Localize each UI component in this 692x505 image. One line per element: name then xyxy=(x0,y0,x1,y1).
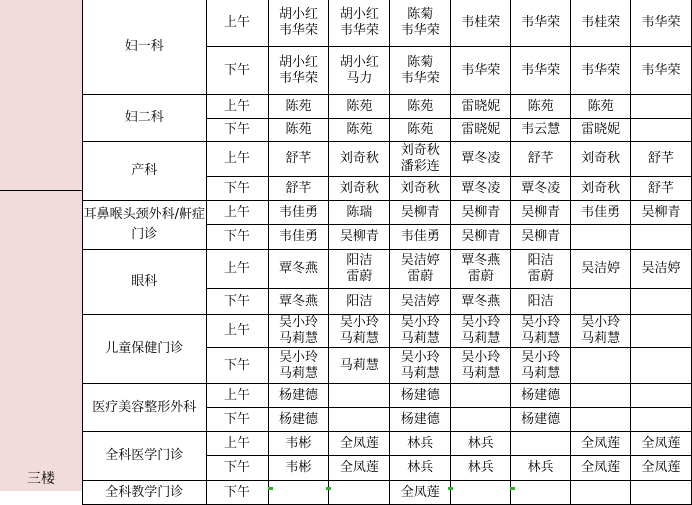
doctor-cell xyxy=(511,177,571,201)
doctor-name: 雷晓妮 xyxy=(581,122,621,137)
doctor-cell xyxy=(329,289,390,315)
doctor-cell xyxy=(329,432,390,456)
cell-fragment-mark xyxy=(268,487,273,490)
doctor-cell xyxy=(631,250,692,289)
doctor-name: 杨建德 xyxy=(521,411,561,427)
doctor-cell xyxy=(451,384,511,408)
doctor-name: 雷晓妮 xyxy=(461,122,501,137)
doctor-cell xyxy=(329,177,390,201)
doctor-name: 韦彬 xyxy=(285,435,312,451)
doctor-cell xyxy=(571,481,631,505)
doctor-name: 马力 xyxy=(346,70,373,86)
doctor-cell xyxy=(451,481,511,505)
doctor-cell xyxy=(268,384,329,408)
doctor-name: 覃冬燕 xyxy=(278,293,318,309)
doctor-name: 吴柳青 xyxy=(400,204,440,220)
doctor-cell xyxy=(571,348,631,384)
table-row xyxy=(83,315,692,348)
doctor-cell xyxy=(329,315,390,348)
period-cell: 下午 xyxy=(206,289,268,315)
doctor-cell xyxy=(390,456,451,481)
doctor-name: 马莉慧 xyxy=(339,331,379,346)
doctor-cell xyxy=(631,142,692,177)
doctor-cell xyxy=(511,142,571,177)
doctor-name: 舒芊 xyxy=(648,151,675,166)
period-cell: 下午 xyxy=(206,177,268,201)
doctor-cell xyxy=(571,408,631,432)
doctor-cell xyxy=(511,408,571,432)
doctor-cell xyxy=(329,95,390,119)
doctor-name: 马莉慧 xyxy=(400,331,440,346)
doctor-name: 林兵 xyxy=(407,460,434,475)
doctor-name: 覃冬凌 xyxy=(461,151,501,166)
doctor-cell xyxy=(390,289,451,315)
doctor-name: 韦华荣 xyxy=(461,62,501,78)
doctor-cell xyxy=(390,119,451,142)
doctor-cell xyxy=(329,119,390,142)
doctor-name: 覃冬燕 xyxy=(461,253,501,268)
doctor-cell xyxy=(390,95,451,119)
department-cell: 眼科 xyxy=(83,250,207,315)
doctor-name: 舒芊 xyxy=(285,180,312,196)
doctor-name: 韦华荣 xyxy=(521,62,561,78)
doctor-cell xyxy=(451,47,511,95)
doctor-name: 阳洁 xyxy=(527,293,554,309)
doctor-name: 陈菊 xyxy=(407,7,434,22)
doctor-name: 吴小玲 xyxy=(581,315,621,330)
doctor-name: 刘奇秋 xyxy=(400,143,440,158)
table-row xyxy=(83,0,692,47)
doctor-name: 马莉慧 xyxy=(521,331,561,346)
doctor-name: 韦华荣 xyxy=(521,15,561,30)
doctor-name: 阳洁 xyxy=(346,253,373,268)
doctor-cell xyxy=(571,119,631,142)
department-cell: 儿童保健门诊 xyxy=(83,315,207,384)
doctor-name: 舒芊 xyxy=(285,151,312,166)
doctor-cell xyxy=(451,408,511,432)
doctor-name: 韦华荣 xyxy=(641,15,681,30)
table-row xyxy=(83,432,692,456)
doctor-name: 马莉慧 xyxy=(278,365,318,381)
doctor-cell xyxy=(631,0,692,47)
doctor-cell xyxy=(390,432,451,456)
doctor-cell xyxy=(631,289,692,315)
doctor-cell xyxy=(571,201,631,225)
doctor-cell xyxy=(511,201,571,225)
doctor-name: 吴小玲 xyxy=(400,349,440,365)
doctor-name: 吴柳青 xyxy=(521,204,561,220)
doctor-name: 陈苑 xyxy=(285,122,312,137)
doctor-name: 雷蔚 xyxy=(346,269,373,284)
doctor-name: 马莉慧 xyxy=(461,365,501,381)
doctor-cell xyxy=(631,119,692,142)
doctor-cell xyxy=(631,408,692,432)
doctor-name: 胡小红 xyxy=(339,54,379,70)
doctor-cell xyxy=(268,348,329,384)
doctor-cell xyxy=(631,225,692,250)
doctor-name: 韦彬 xyxy=(285,460,312,475)
doctor-name: 雷蔚 xyxy=(527,269,554,284)
doctor-name: 刘奇秋 xyxy=(339,151,379,166)
doctor-name: 韦华荣 xyxy=(400,23,440,38)
doctor-cell xyxy=(511,289,571,315)
doctor-name: 吴洁婷 xyxy=(641,261,681,276)
doctor-name: 杨建德 xyxy=(400,411,440,427)
doctor-name: 马莉慧 xyxy=(278,331,318,346)
doctor-name: 韦云慧 xyxy=(521,122,561,137)
doctor-name: 陈苑 xyxy=(346,98,373,114)
doctor-cell xyxy=(451,225,511,250)
doctor-name: 马莉慧 xyxy=(400,365,440,381)
doctor-cell xyxy=(571,289,631,315)
doctor-name: 林兵 xyxy=(407,435,434,451)
period-cell: 上午 xyxy=(206,142,268,177)
doctor-name: 林兵 xyxy=(467,460,494,475)
doctor-cell xyxy=(329,456,390,481)
doctor-name: 吴小玲 xyxy=(278,349,318,365)
doctor-name: 胡小红 xyxy=(339,7,379,22)
doctor-cell xyxy=(511,432,571,456)
department-cell: 医疗美容整形外科 xyxy=(83,384,207,432)
doctor-name: 韦华荣 xyxy=(581,62,621,78)
doctor-name: 韦华荣 xyxy=(339,23,379,38)
doctor-cell xyxy=(631,315,692,348)
doctor-cell xyxy=(511,119,571,142)
period-cell: 上午 xyxy=(206,95,268,119)
doctor-cell xyxy=(268,250,329,289)
doctor-cell xyxy=(511,456,571,481)
doctor-name: 吴柳青 xyxy=(521,229,561,244)
period-cell: 上午 xyxy=(206,432,268,456)
doctor-cell xyxy=(268,119,329,142)
doctor-cell xyxy=(571,47,631,95)
doctor-name: 吴洁婷 xyxy=(581,261,621,276)
doctor-name: 吴小玲 xyxy=(339,315,379,330)
doctor-cell xyxy=(451,456,511,481)
table-row xyxy=(83,250,692,289)
doctor-name: 吴柳青 xyxy=(641,204,681,220)
doctor-name: 杨建德 xyxy=(400,387,440,403)
period-cell: 下午 xyxy=(206,481,268,505)
doctor-cell xyxy=(511,481,571,505)
period-cell: 上午 xyxy=(206,0,268,47)
doctor-cell xyxy=(451,95,511,119)
doctor-name: 韦桂荣 xyxy=(461,15,501,30)
doctor-cell xyxy=(451,348,511,384)
period-cell: 下午 xyxy=(206,456,268,481)
doctor-cell xyxy=(631,384,692,408)
doctor-name: 吴小玲 xyxy=(521,349,561,365)
doctor-name: 刘奇秋 xyxy=(581,180,621,196)
doctor-name: 杨建德 xyxy=(521,387,561,403)
doctor-name: 雷晓妮 xyxy=(461,98,501,114)
doctor-cell xyxy=(631,177,692,201)
doctor-name: 刘奇秋 xyxy=(581,151,621,166)
period-cell: 上午 xyxy=(206,250,268,289)
doctor-cell xyxy=(631,348,692,384)
doctor-cell xyxy=(451,177,511,201)
doctor-cell xyxy=(268,315,329,348)
department-cell: 产科 xyxy=(83,142,207,201)
doctor-cell xyxy=(268,289,329,315)
doctor-cell xyxy=(451,250,511,289)
doctor-name: 全凤莲 xyxy=(641,435,681,451)
doctor-name: 吴柳青 xyxy=(461,204,501,220)
department-cell: 全科医学门诊 xyxy=(83,432,207,481)
doctor-cell xyxy=(571,315,631,348)
doctor-cell xyxy=(329,481,390,505)
doctor-cell xyxy=(631,456,692,481)
doctor-cell xyxy=(451,142,511,177)
doctor-cell xyxy=(329,201,390,225)
doctor-name: 韦佳勇 xyxy=(400,229,440,244)
doctor-cell xyxy=(390,0,451,47)
doctor-cell xyxy=(390,384,451,408)
period-cell: 下午 xyxy=(206,47,268,95)
doctor-cell xyxy=(268,432,329,456)
doctor-name: 吴柳青 xyxy=(461,229,501,244)
doctor-name: 马莉慧 xyxy=(339,357,379,373)
doctor-cell xyxy=(268,95,329,119)
doctor-cell xyxy=(511,250,571,289)
period-cell: 下午 xyxy=(206,408,268,432)
doctor-cell xyxy=(268,456,329,481)
doctor-cell xyxy=(451,315,511,348)
doctor-cell xyxy=(268,177,329,201)
doctor-cell xyxy=(631,47,692,95)
doctor-name: 舒芊 xyxy=(648,180,675,196)
doctor-cell xyxy=(571,0,631,47)
doctor-name: 潘彩连 xyxy=(400,159,440,174)
doctor-cell xyxy=(571,456,631,481)
doctor-cell xyxy=(390,481,451,505)
doctor-cell xyxy=(511,0,571,47)
doctor-cell xyxy=(329,250,390,289)
doctor-name: 杨建德 xyxy=(278,387,318,403)
doctor-cell xyxy=(329,348,390,384)
doctor-cell xyxy=(511,225,571,250)
doctor-name: 马莉慧 xyxy=(461,331,501,346)
doctor-cell xyxy=(268,0,329,47)
doctor-name: 韦佳勇 xyxy=(581,204,621,220)
doctor-name: 吴洁婷 xyxy=(400,293,440,309)
doctor-cell xyxy=(451,201,511,225)
table-row xyxy=(83,384,692,408)
doctor-cell xyxy=(268,408,329,432)
doctor-name: 刘奇秋 xyxy=(339,180,379,196)
department-cell: 耳鼻喉头颈外科/鼾症门诊 xyxy=(83,201,207,250)
doctor-cell xyxy=(329,384,390,408)
table-row xyxy=(83,201,692,225)
doctor-name: 韦华荣 xyxy=(278,23,318,38)
doctor-cell xyxy=(268,481,329,505)
doctor-name: 马莉慧 xyxy=(521,365,561,381)
doctor-cell xyxy=(571,432,631,456)
doctor-name: 全凤莲 xyxy=(581,435,621,451)
doctor-name: 韦华荣 xyxy=(641,62,681,78)
doctor-name: 陈菊 xyxy=(407,54,434,70)
doctor-cell xyxy=(451,289,511,315)
doctor-cell xyxy=(390,408,451,432)
doctor-cell xyxy=(511,47,571,95)
doctor-cell xyxy=(451,119,511,142)
doctor-name: 韦桂荣 xyxy=(581,15,621,30)
doctor-name: 吴小玲 xyxy=(521,315,561,330)
doctor-cell xyxy=(511,384,571,408)
cell-fragment-mark xyxy=(326,487,331,490)
doctor-name: 全凤莲 xyxy=(400,484,440,500)
department-cell: 全科教学门诊 xyxy=(83,481,207,505)
cell-fragment-mark xyxy=(448,487,453,490)
doctor-name: 覃冬凌 xyxy=(521,180,561,196)
doctor-name: 马莉慧 xyxy=(581,331,621,346)
doctor-cell xyxy=(329,0,390,47)
period-cell: 上午 xyxy=(206,201,268,225)
doctor-name: 刘奇秋 xyxy=(400,180,440,196)
doctor-name: 雷蔚 xyxy=(407,269,434,284)
doctor-cell xyxy=(511,95,571,119)
doctor-name: 全凤莲 xyxy=(339,460,379,475)
doctor-cell xyxy=(451,0,511,47)
doctor-cell xyxy=(511,315,571,348)
doctor-name: 陈瑞 xyxy=(346,204,373,220)
doctor-cell xyxy=(390,315,451,348)
doctor-cell xyxy=(268,47,329,95)
doctor-cell xyxy=(268,225,329,250)
doctor-name: 覃冬凌 xyxy=(461,180,501,196)
doctor-cell xyxy=(451,432,511,456)
table-row xyxy=(83,142,692,177)
period-cell: 下午 xyxy=(206,348,268,384)
doctor-name: 吴柳青 xyxy=(339,229,379,244)
doctor-cell xyxy=(390,47,451,95)
doctor-name: 全凤莲 xyxy=(339,435,379,451)
doctor-cell xyxy=(268,201,329,225)
department-cell: 妇二科 xyxy=(83,95,207,142)
doctor-name: 全凤莲 xyxy=(641,460,681,475)
doctor-name: 陈苑 xyxy=(407,98,434,114)
doctor-name: 韦佳勇 xyxy=(278,204,318,220)
doctor-cell xyxy=(571,177,631,201)
doctor-cell xyxy=(390,142,451,177)
doctor-name: 胡小红 xyxy=(278,54,318,70)
doctor-name: 林兵 xyxy=(527,460,554,475)
doctor-name: 杨建德 xyxy=(278,411,318,427)
doctor-name: 阳洁 xyxy=(527,253,554,268)
doctor-name: 覃冬燕 xyxy=(278,261,318,276)
doctor-cell xyxy=(571,142,631,177)
doctor-name: 覃冬燕 xyxy=(461,293,501,309)
doctor-name: 陈苑 xyxy=(587,98,614,114)
doctor-name: 韦华荣 xyxy=(278,70,318,86)
doctor-name: 吴小玲 xyxy=(278,315,318,330)
period-cell: 下午 xyxy=(206,119,268,142)
doctor-name: 胡小红 xyxy=(278,7,318,22)
doctor-cell xyxy=(631,201,692,225)
doctor-cell xyxy=(329,47,390,95)
doctor-name: 陈苑 xyxy=(407,122,434,137)
floor-column xyxy=(0,0,83,491)
doctor-cell xyxy=(631,95,692,119)
doctor-cell xyxy=(390,348,451,384)
doctor-name: 雷蔚 xyxy=(467,269,494,284)
table-row xyxy=(83,481,692,505)
doctor-cell xyxy=(329,408,390,432)
doctor-cell xyxy=(571,95,631,119)
doctor-cell xyxy=(571,250,631,289)
cell-fragment-mark xyxy=(510,487,515,490)
doctor-name: 吴小玲 xyxy=(461,349,501,365)
doctor-name: 阳洁 xyxy=(346,293,373,309)
floor-label: 三楼 xyxy=(27,471,55,487)
doctor-cell xyxy=(571,384,631,408)
doctor-cell xyxy=(390,250,451,289)
schedule-table xyxy=(82,0,692,505)
doctor-name: 吴小玲 xyxy=(461,315,501,330)
doctor-name: 韦佳勇 xyxy=(278,229,318,244)
doctor-name: 林兵 xyxy=(467,435,494,451)
floor-separator xyxy=(0,190,82,191)
doctor-name: 舒芊 xyxy=(527,151,554,166)
doctor-cell xyxy=(268,142,329,177)
doctor-name: 吴洁婷 xyxy=(400,253,440,268)
doctor-name: 陈苑 xyxy=(285,98,312,114)
period-cell: 上午 xyxy=(206,384,268,408)
doctor-cell xyxy=(631,432,692,456)
doctor-cell xyxy=(390,201,451,225)
doctor-name: 陈苑 xyxy=(527,98,554,114)
doctor-name: 吴小玲 xyxy=(400,315,440,330)
period-cell: 下午 xyxy=(206,225,268,250)
doctor-name: 全凤莲 xyxy=(581,460,621,475)
doctor-cell xyxy=(571,225,631,250)
department-cell: 妇一科 xyxy=(83,0,207,95)
doctor-cell xyxy=(329,142,390,177)
doctor-name: 韦华荣 xyxy=(400,70,440,86)
table-row xyxy=(83,95,692,119)
doctor-cell xyxy=(329,225,390,250)
period-cell: 上午 xyxy=(206,315,268,348)
doctor-cell xyxy=(390,225,451,250)
doctor-name: 陈苑 xyxy=(346,122,373,137)
doctor-cell xyxy=(390,177,451,201)
doctor-cell xyxy=(631,481,692,505)
doctor-cell xyxy=(511,348,571,384)
